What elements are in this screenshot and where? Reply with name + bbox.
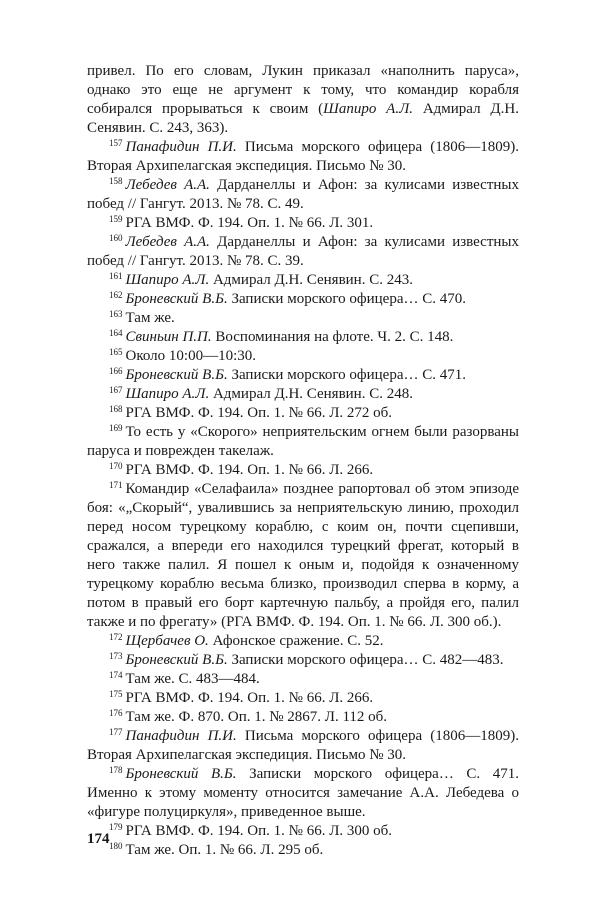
footnote-text: Записки морского офицера… С. 471. Именно к этому моменту относится замечание А.А. Лебедева о «фигуре полуциркуля», приведенное выше. — [87, 766, 519, 820]
footnote-text: РГА ВМФ. Ф. 194. Оп. 1. № 66. Л. 266. — [125, 462, 374, 478]
author-name: Броневский В.Б. — [125, 367, 228, 383]
footnote — [87, 670, 519, 689]
author-name: Щербачев О. — [125, 633, 209, 649]
footnote-number: 179 — [109, 822, 123, 832]
author-name: Панафидин П.И. — [125, 728, 237, 744]
footnote-number: 176 — [109, 708, 123, 718]
footnote — [87, 480, 519, 632]
footnote-text: Адмирал Д.Н. Сенявин. С. 248. — [209, 386, 413, 402]
footnote-number: 172 — [109, 632, 123, 642]
footnote — [87, 138, 519, 176]
footnote-number: 168 — [109, 404, 123, 414]
footnote-text: Воспоминания на флоте. Ч. 2. С. 148. — [211, 329, 454, 345]
footnote — [87, 366, 519, 385]
footnote-text: То есть у «Скорого» неприятельским огнем были разорваны паруса и поврежден такелаж. — [87, 424, 519, 459]
footnote-text: Записки морского офицера… С. 482—483. — [227, 652, 504, 668]
footnote-number: 174 — [109, 670, 123, 680]
author-name: Панафидин П.И. — [125, 139, 237, 155]
footnote-text: Записки морского офицера… С. 471. — [227, 367, 467, 383]
footnote — [87, 727, 519, 765]
footnote-number: 173 — [109, 651, 123, 661]
footnote-number: 166 — [109, 366, 123, 376]
footnote-text: Записки морского офицера… С. 470. — [227, 291, 467, 307]
footnote — [87, 271, 519, 290]
footnote — [87, 689, 519, 708]
footnotes-page — [87, 62, 519, 860]
footnote — [87, 176, 519, 214]
footnote-number: 162 — [109, 290, 123, 300]
footnote-text: Там же. Ф. 870. Оп. 1. № 2867. Л. 112 об. — [125, 709, 388, 725]
footnote-number: 158 — [109, 176, 123, 186]
footnote-number: 157 — [109, 138, 123, 148]
footnote-number: 175 — [109, 689, 123, 699]
footnote-number: 161 — [109, 271, 123, 281]
footnote — [87, 214, 519, 233]
footnote — [87, 423, 519, 461]
continuation-paragraph: привел. По его словам, Лукин приказал «наполнить паруса», однако это еще не аргумент к тому, что командир корабля собирался прорываться к своим (Шапиро А.Л. Адмирал Д.Н. Сенявин. С. 243, 363). — [87, 63, 519, 136]
footnote — [87, 309, 519, 328]
footnote — [87, 765, 519, 822]
footnote-number: 177 — [109, 727, 123, 737]
author-name: Свиньин П.П. — [125, 329, 212, 345]
footnote-text: РГА ВМФ. Ф. 194. Оп. 1. № 66. Л. 301. — [125, 215, 374, 231]
footnote — [87, 632, 519, 651]
footnote-text: РГА ВМФ. Ф. 194. Оп. 1. № 66. Л. 272 об. — [125, 405, 393, 421]
footnote-number: 180 — [109, 841, 123, 851]
footnote-number: 178 — [109, 765, 123, 775]
footnote — [87, 385, 519, 404]
author-name: Лебедев А.А. — [125, 177, 210, 193]
footnote — [87, 290, 519, 309]
footnote-text: РГА ВМФ. Ф. 194. Оп. 1. № 66. Л. 300 об. — [125, 823, 393, 839]
footnote-number: 163 — [109, 309, 123, 319]
footnote — [87, 328, 519, 347]
footnote-number: 165 — [109, 347, 123, 357]
footnote-text: Афонское сражение. С. 52. — [208, 633, 384, 649]
footnote — [87, 233, 519, 271]
footnote-number: 159 — [109, 214, 123, 224]
footnote-text: Там же. Оп. 1. № 66. Л. 295 об. — [125, 842, 324, 858]
footnote — [87, 841, 519, 860]
author-name: Броневский В.Б. — [125, 291, 228, 307]
footnote-number: 171 — [109, 480, 123, 490]
footnote — [87, 404, 519, 423]
footnote-text: Письма морского офицера (1806—1809). Вторая Архипелагская экспедиция. Письмо № 30. — [87, 728, 519, 763]
author-name: Шапиро А.Л. — [125, 272, 210, 288]
page-number: 174 — [87, 831, 110, 847]
footnote-text: Дарданеллы и Афон: за кулисами известных побед // Гангут. 2013. № 78. С. 49. — [87, 177, 519, 212]
footnote-text: Дарданеллы и Афон: за кулисами известных побед // Гангут. 2013. № 78. С. 39. — [87, 234, 519, 269]
footnote-number: 164 — [109, 328, 123, 338]
footnote-number: 167 — [109, 385, 123, 395]
footnote-text: Там же. С. 483—484. — [125, 671, 260, 687]
author-name: Лебедев А.А. — [125, 234, 210, 250]
author-name: Броневский В.Б. — [125, 766, 237, 782]
footnote-text: Письма морского офицера (1806—1809). Вторая Архипелагская экспедиция. Письмо № 30. — [87, 139, 519, 174]
footnote-text: Там же. — [125, 310, 175, 326]
author-name: Шапиро А.Л. — [323, 101, 413, 117]
footnote-list — [87, 138, 519, 860]
footnote-number: 170 — [109, 461, 123, 471]
footnote-text: Около 10:00—10:30. — [125, 348, 256, 364]
author-name: Шапиро А.Л. — [125, 386, 210, 402]
footnote — [87, 461, 519, 480]
footnote — [87, 822, 519, 841]
footnote — [87, 347, 519, 366]
footnote-text: Командир «Селафаила» позднее рапортовал об этом эпизоде боя: «„Скорый“, увалившись за неприятельскую линию, проходил перед носом турецкому кораблю, с коим он, почти сцепивши, сражался, а впереди его находился турецкий фрегат, который в него также палил. Я пошел к оным и, подойдя к означенному турецкому кораблю весьма близко, производил сперва в корму, а потом в правый его борт картечную пальбу, а пройдя его, палил также и по фрегату» (РГА ВМФ. Ф. 194. Оп. 1. № 66. Л. 300 об.). — [87, 481, 519, 630]
footnote-number: 169 — [109, 423, 123, 433]
footnote — [87, 651, 519, 670]
footnote-text: Адмирал Д.Н. Сенявин. С. 243. — [209, 272, 413, 288]
footnote-number: 160 — [109, 233, 123, 243]
footnote — [87, 708, 519, 727]
author-name: Броневский В.Б. — [125, 652, 228, 668]
footnote-text: РГА ВМФ. Ф. 194. Оп. 1. № 66. Л. 266. — [125, 690, 374, 706]
